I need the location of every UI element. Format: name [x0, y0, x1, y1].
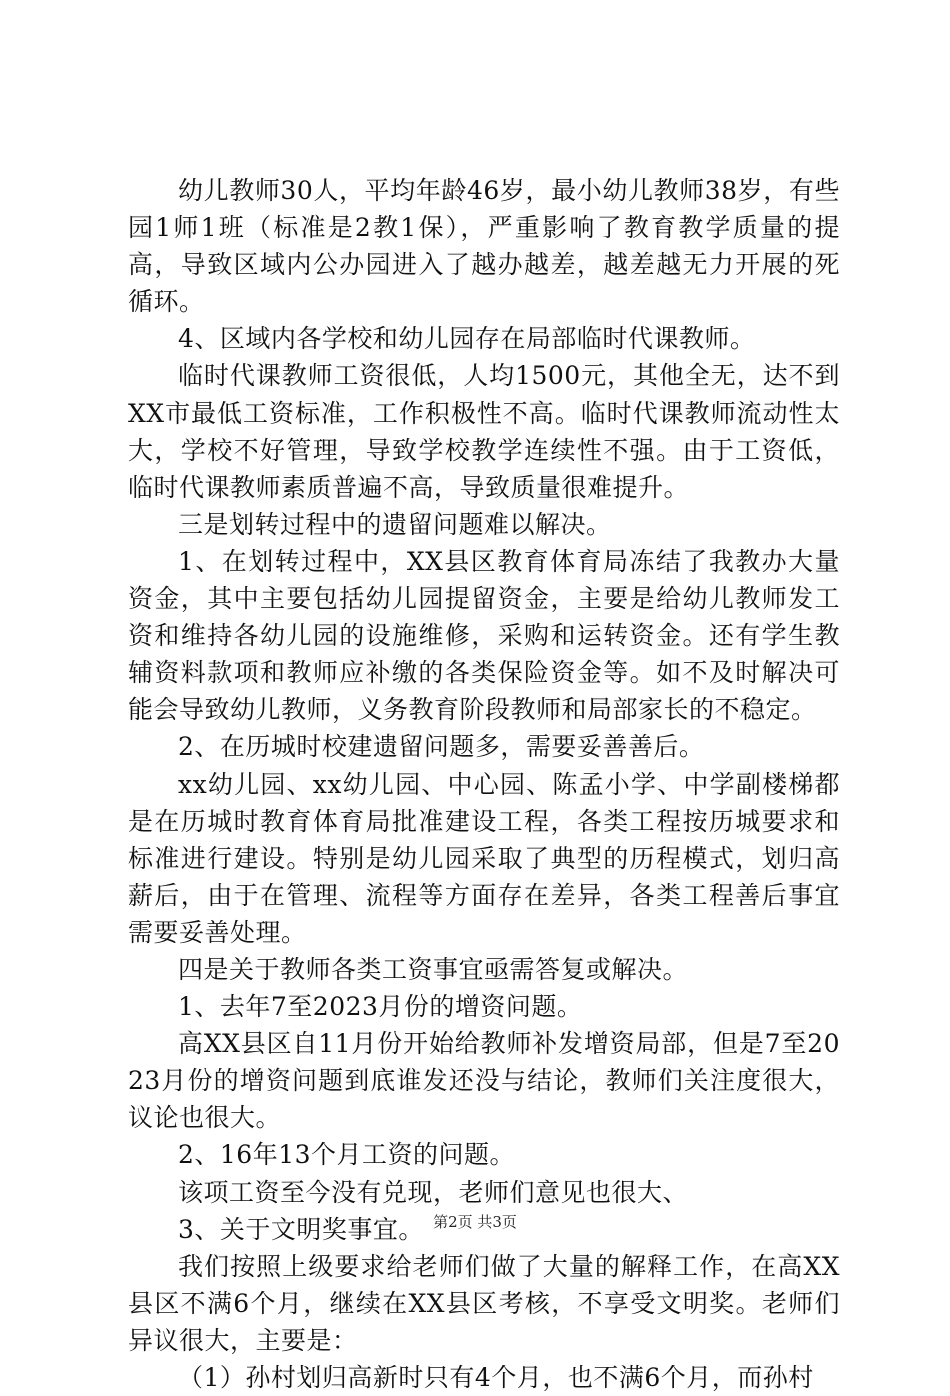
- page-number-footer: 第2页 共3页: [433, 1213, 517, 1231]
- paragraph-3: 临时代课教师工资很低，人均1500元，其他全无，达不到XX市最低工资标准，工作积极性不高。临时代课教师流动性太大，学校不好管理，导致学校教学连续性不强。由于工资低，临时代课教师素质普遍不高，导致质量很难提升。: [128, 361, 840, 502]
- paragraph-7: xx幼儿园、xx幼儿园、中心园、陈孟小学、中学副楼梯都是在历城时教育体育局批准建设工程，各类工程按历城要求和标准进行建设。特别是幼儿园采取了典型的历程模式，划归高薪后，由于在管理、流程等方面存在差异，各类工程善后事宜需要妥善处理。: [128, 769, 840, 947]
- paragraph-6: 2、在历城时校建遗留问题多，需要妥善善后。: [178, 732, 705, 762]
- paragraph-15: （1）孙村划归高新时只有4个月，也不满6个月，而孙村: [178, 1363, 814, 1392]
- paragraph-11: 2、16年13个月工资的问题。: [178, 1140, 516, 1170]
- paragraph-13: 3、关于文明奖事宜。: [178, 1214, 424, 1244]
- paragraph-5: 1、在划转过程中，XX县区教育体育局冻结了我教办大量资金，其中主要包括幼儿园提留资金，主要是给幼儿教师发工资和维持各幼儿园的设施维修，采购和运转资金。还有学生教辅资料款项和教师应补缴的各类保险资金等。如不及时解决可能会导致幼儿教师，义务教育阶段教师和局部家长的不稳定。: [128, 546, 840, 725]
- paragraph-10: 高XX县区自11月份开始给教师补发增资局部，但是7至2023月份的增资问题到底谁发还没与结论，教师们关注度很大，议论也很大。: [128, 1029, 840, 1133]
- paragraph-9: 1、去年7至2023月份的增资问题。: [178, 992, 583, 1022]
- paragraph-12: 该项工资至今没有兑现，老师们意见也很大、: [178, 1177, 689, 1207]
- paragraph-1: 幼儿教师30人，平均年龄46岁，最小幼儿教师38岁，有些园1师1班（标准是2教1保），严重影响了教育教学质量的提高，导致区域内公办园进入了越办越差，越差越无力开展的死循环。: [128, 176, 840, 317]
- paragraph-4: 三是划转过程中的遗留问题难以解决。: [178, 509, 612, 539]
- paragraph-2: 4、区域内各学校和幼儿园存在局部临时代课教师。: [178, 324, 756, 354]
- paragraph-14: 我们按照上级要求给老师们做了大量的解释工作，在高XX县区不满6个月，继续在XX县区考核，不享受文明奖。老师们异议很大，主要是：: [128, 1251, 840, 1355]
- paragraph-8: 四是关于教师各类工资事宜亟需答复或解决。: [178, 954, 689, 984]
